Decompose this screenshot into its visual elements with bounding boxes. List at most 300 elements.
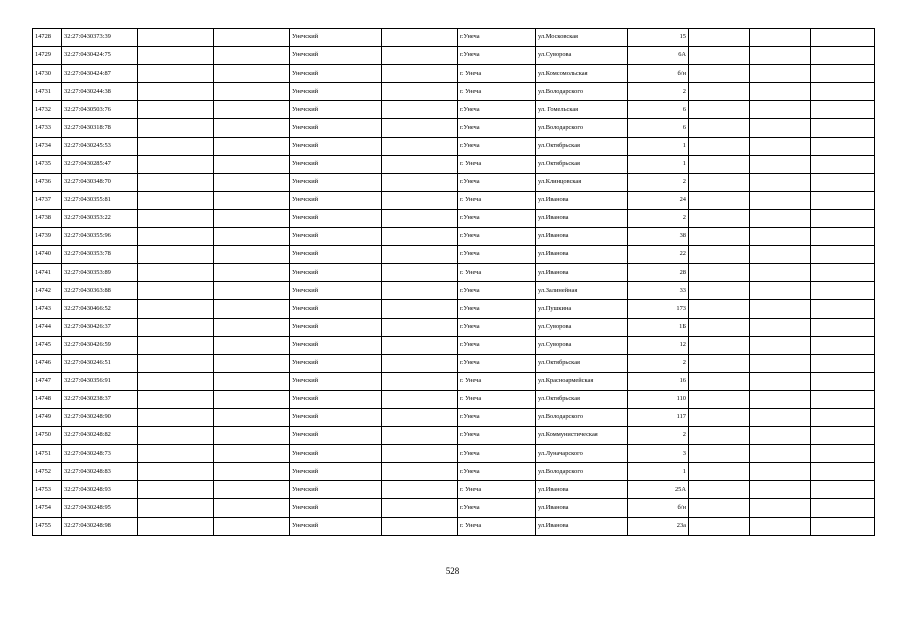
street-cell: ул.Иванова [536,228,628,246]
cadastral-number-cell: 32:27:0430244:38 [62,83,138,101]
empty-cell [214,173,290,191]
empty-cell [382,300,458,318]
empty-cell [214,499,290,517]
district-cell: Унечский [290,390,382,408]
city-cell: г.Унеча [458,354,536,372]
cadastral-number-cell: 32:27:0430355:81 [62,191,138,209]
empty-cell [811,65,875,83]
empty-cell [214,517,290,535]
city-cell: г.Унеча [458,427,536,445]
cadastral-number-cell: 32:27:0430355:96 [62,228,138,246]
empty-cell [138,101,214,119]
street-cell: ул.Суворова [536,336,628,354]
empty-cell [382,372,458,390]
city-cell: г.Унеча [458,246,536,264]
city-cell: г.Унеча [458,173,536,191]
district-cell: Унечский [290,372,382,390]
record-number-cell: 14732 [33,101,62,119]
street-cell: ул.Иванова [536,246,628,264]
empty-cell [138,445,214,463]
empty-cell [750,408,811,426]
city-cell: г.Унеча [458,336,536,354]
empty-cell [382,209,458,227]
empty-cell [138,408,214,426]
district-cell: Унечский [290,318,382,336]
registry-table [32,28,875,536]
district-cell: Унечский [290,499,382,517]
empty-cell [811,499,875,517]
district-cell: Унечский [290,119,382,137]
district-cell: Унечский [290,336,382,354]
record-number-cell: 14738 [33,209,62,227]
record-number-cell: 14752 [33,463,62,481]
empty-cell [811,408,875,426]
street-cell: ул.Иванова [536,517,628,535]
empty-cell [138,372,214,390]
cadastral-number-cell: 32:27:0430248:98 [62,517,138,535]
record-number-cell: 14737 [33,191,62,209]
house-number-cell: 3 [628,445,689,463]
district-cell: Унечский [290,517,382,535]
empty-cell [382,191,458,209]
empty-cell [750,228,811,246]
empty-cell [750,481,811,499]
house-number-cell: 2 [628,427,689,445]
empty-cell [689,101,750,119]
city-cell: г.Унеча [458,282,536,300]
cadastral-number-cell: 32:27:0430426:37 [62,318,138,336]
empty-cell [214,408,290,426]
house-number-cell: 24 [628,191,689,209]
district-cell: Унечский [290,155,382,173]
table-row [33,481,875,499]
empty-cell [214,209,290,227]
street-cell: ул.Коммунистическая [536,427,628,445]
empty-cell [214,282,290,300]
empty-cell [138,119,214,137]
empty-cell [138,246,214,264]
district-cell: Унечский [290,209,382,227]
table-row [33,390,875,408]
house-number-cell: б/н [628,499,689,517]
empty-cell [750,65,811,83]
street-cell: ул.Октябрьская [536,137,628,155]
empty-cell [750,300,811,318]
empty-cell [138,83,214,101]
empty-cell [214,372,290,390]
record-number-cell: 14739 [33,228,62,246]
table-row [33,209,875,227]
empty-cell [382,29,458,47]
empty-cell [382,354,458,372]
empty-cell [214,427,290,445]
empty-cell [750,246,811,264]
city-cell: г. Унеча [458,264,536,282]
record-number-cell: 14733 [33,119,62,137]
empty-cell [811,517,875,535]
district-cell: Унечский [290,427,382,445]
table-row [33,300,875,318]
empty-cell [214,65,290,83]
empty-cell [138,209,214,227]
empty-cell [214,29,290,47]
empty-cell [382,101,458,119]
empty-cell [214,83,290,101]
empty-cell [750,101,811,119]
table-row [33,463,875,481]
empty-cell [689,119,750,137]
empty-cell [689,372,750,390]
empty-cell [689,191,750,209]
district-cell: Унечский [290,463,382,481]
empty-cell [138,228,214,246]
cadastral-number-cell: 32:27:0430503:76 [62,101,138,119]
table-row [33,173,875,191]
table-row [33,83,875,101]
empty-cell [689,83,750,101]
district-cell: Унечский [290,282,382,300]
district-cell: Унечский [290,300,382,318]
record-number-cell: 14751 [33,445,62,463]
empty-cell [382,228,458,246]
table-row [33,47,875,65]
empty-cell [689,282,750,300]
street-cell: ул.Октябрьская [536,155,628,173]
city-cell: г.Унеча [458,29,536,47]
house-number-cell: 25А [628,481,689,499]
cadastral-number-cell: 32:27:0430373:39 [62,29,138,47]
empty-cell [214,228,290,246]
empty-cell [138,191,214,209]
house-number-cell: 38 [628,228,689,246]
record-number-cell: 14728 [33,29,62,47]
empty-cell [689,445,750,463]
street-cell: ул.Комсомольская [536,65,628,83]
empty-cell [750,137,811,155]
cadastral-number-cell: 32:27:0430466:52 [62,300,138,318]
empty-cell [138,282,214,300]
empty-cell [811,83,875,101]
registry-table-body [33,29,875,536]
empty-cell [811,155,875,173]
cadastral-number-cell: 32:27:0430424:87 [62,65,138,83]
empty-cell [689,137,750,155]
district-cell: Унечский [290,481,382,499]
street-cell: ул.Иванова [536,481,628,499]
empty-cell [689,499,750,517]
empty-cell [689,517,750,535]
city-cell: г.Унеча [458,209,536,227]
city-cell: г. Унеча [458,65,536,83]
house-number-cell: 23а [628,517,689,535]
city-cell: г.Унеча [458,300,536,318]
district-cell: Унечский [290,191,382,209]
empty-cell [138,499,214,517]
cadastral-number-cell: 32:27:0430353:89 [62,264,138,282]
street-cell: ул.Залинейная [536,282,628,300]
empty-cell [214,300,290,318]
cadastral-number-cell: 32:27:0430246:51 [62,354,138,372]
empty-cell [382,463,458,481]
empty-cell [811,336,875,354]
house-number-cell: 2 [628,354,689,372]
empty-cell [689,481,750,499]
record-number-cell: 14747 [33,372,62,390]
street-cell: ул.Суворова [536,318,628,336]
cadastral-number-cell: 32:27:0430248:82 [62,427,138,445]
house-number-cell: 15 [628,29,689,47]
empty-cell [138,427,214,445]
empty-cell [750,173,811,191]
house-number-cell: б/н [628,65,689,83]
empty-cell [750,318,811,336]
city-cell: г.Унеча [458,445,536,463]
cadastral-number-cell: 32:27:0430353:78 [62,246,138,264]
empty-cell [689,390,750,408]
street-cell: ул.Иванова [536,209,628,227]
table-row [33,191,875,209]
empty-cell [750,390,811,408]
empty-cell [689,427,750,445]
house-number-cell: 117 [628,408,689,426]
empty-cell [138,65,214,83]
table-row [33,29,875,47]
empty-cell [811,246,875,264]
empty-cell [811,318,875,336]
empty-cell [382,246,458,264]
city-cell: г. Унеча [458,191,536,209]
table-row [33,427,875,445]
city-cell: г. Унеча [458,155,536,173]
district-cell: Унечский [290,137,382,155]
record-number-cell: 14731 [33,83,62,101]
empty-cell [214,155,290,173]
empty-cell [214,481,290,499]
record-number-cell: 14741 [33,264,62,282]
record-number-cell: 14750 [33,427,62,445]
empty-cell [138,481,214,499]
table-row [33,264,875,282]
record-number-cell: 14755 [33,517,62,535]
empty-cell [214,264,290,282]
empty-cell [382,65,458,83]
empty-cell [382,481,458,499]
empty-cell [382,119,458,137]
district-cell: Унечский [290,65,382,83]
street-cell: ул.Иванова [536,264,628,282]
district-cell: Унечский [290,83,382,101]
empty-cell [214,191,290,209]
street-cell: ул.Суворова [536,47,628,65]
empty-cell [750,282,811,300]
empty-cell [138,155,214,173]
empty-cell [382,445,458,463]
city-cell: г. Унеча [458,481,536,499]
table-row [33,155,875,173]
empty-cell [214,445,290,463]
empty-cell [750,354,811,372]
empty-cell [811,47,875,65]
city-cell: г.Унеча [458,499,536,517]
empty-cell [811,137,875,155]
cadastral-number-cell: 32:27:0430356:91 [62,372,138,390]
street-cell: ул.Иванова [536,499,628,517]
empty-cell [750,372,811,390]
empty-cell [689,47,750,65]
street-cell: ул.Октябрьская [536,390,628,408]
empty-cell [382,264,458,282]
empty-cell [811,101,875,119]
table-row [33,282,875,300]
empty-cell [689,155,750,173]
cadastral-number-cell: 32:27:0430348:70 [62,173,138,191]
empty-cell [382,83,458,101]
house-number-cell: 33 [628,282,689,300]
table-row [33,246,875,264]
empty-cell [689,173,750,191]
record-number-cell: 14742 [33,282,62,300]
empty-cell [689,354,750,372]
page-number: 528 [445,566,460,576]
empty-cell [811,191,875,209]
cadastral-number-cell: 32:27:0430248:90 [62,408,138,426]
district-cell: Унечский [290,173,382,191]
district-cell: Унечский [290,408,382,426]
table-row [33,318,875,336]
cadastral-number-cell: 32:27:0430248:83 [62,463,138,481]
table-row [33,499,875,517]
street-cell: ул.Володарского [536,463,628,481]
table-row [33,372,875,390]
table-row [33,445,875,463]
empty-cell [811,264,875,282]
empty-cell [689,336,750,354]
empty-cell [811,390,875,408]
empty-cell [750,517,811,535]
district-cell: Унечский [290,101,382,119]
empty-cell [750,209,811,227]
table-row [33,228,875,246]
record-number-cell: 14734 [33,137,62,155]
table-row [33,119,875,137]
empty-cell [750,191,811,209]
empty-cell [811,29,875,47]
empty-cell [138,390,214,408]
street-cell: ул.Володарского [536,119,628,137]
city-cell: г.Унеча [458,463,536,481]
house-number-cell: 6А [628,47,689,65]
street-cell: ул.Луначарского [536,445,628,463]
empty-cell [138,29,214,47]
record-number-cell: 14746 [33,354,62,372]
empty-cell [382,282,458,300]
empty-cell [750,463,811,481]
cadastral-number-cell: 32:27:0430248:93 [62,481,138,499]
house-number-cell: 1 [628,155,689,173]
empty-cell [138,47,214,65]
empty-cell [811,427,875,445]
cadastral-number-cell: 32:27:0430285:47 [62,155,138,173]
empty-cell [138,336,214,354]
empty-cell [382,427,458,445]
empty-cell [382,390,458,408]
empty-cell [811,300,875,318]
street-cell: ул.Пушкина [536,300,628,318]
empty-cell [750,427,811,445]
empty-cell [382,47,458,65]
empty-cell [811,119,875,137]
record-number-cell: 14748 [33,390,62,408]
empty-cell [689,246,750,264]
empty-cell [382,155,458,173]
empty-cell [750,264,811,282]
empty-cell [811,445,875,463]
record-number-cell: 14740 [33,246,62,264]
empty-cell [750,445,811,463]
street-cell: ул.Красноармейская [536,372,628,390]
house-number-cell: 1Б [628,318,689,336]
empty-cell [138,300,214,318]
house-number-cell: 22 [628,246,689,264]
cadastral-number-cell: 32:27:0430363:88 [62,282,138,300]
street-cell: ул.Октябрьская [536,354,628,372]
district-cell: Унечский [290,445,382,463]
cadastral-number-cell: 32:27:0430353:22 [62,209,138,227]
empty-cell [214,101,290,119]
district-cell: Унечский [290,47,382,65]
record-number-cell: 14736 [33,173,62,191]
cadastral-number-cell: 32:27:0430248:73 [62,445,138,463]
cadastral-number-cell: 32:27:0430245:53 [62,137,138,155]
cadastral-number-cell: 32:27:0430426:59 [62,336,138,354]
table-row [33,65,875,83]
street-cell: ул. Гомельская [536,101,628,119]
empty-cell [382,318,458,336]
empty-cell [811,354,875,372]
record-number-cell: 14754 [33,499,62,517]
cadastral-number-cell: 32:27:0430248:95 [62,499,138,517]
house-number-cell: 110 [628,390,689,408]
empty-cell [214,336,290,354]
empty-cell [811,463,875,481]
cadastral-number-cell: 32:27:0430318:78 [62,119,138,137]
table-row [33,336,875,354]
empty-cell [214,318,290,336]
cadastral-number-cell: 32:27:0430424:75 [62,47,138,65]
empty-cell [382,336,458,354]
street-cell: ул.Володарского [536,408,628,426]
empty-cell [138,517,214,535]
empty-cell [811,372,875,390]
record-number-cell: 14749 [33,408,62,426]
table-row [33,101,875,119]
empty-cell [214,390,290,408]
city-cell: г.Унеча [458,119,536,137]
house-number-cell: 16 [628,372,689,390]
city-cell: г.Унеча [458,101,536,119]
empty-cell [138,137,214,155]
city-cell: г.Унеча [458,228,536,246]
empty-cell [689,228,750,246]
record-number-cell: 14745 [33,336,62,354]
record-number-cell: 14729 [33,47,62,65]
empty-cell [689,463,750,481]
district-cell: Унечский [290,29,382,47]
empty-cell [382,517,458,535]
empty-cell [689,209,750,227]
house-number-cell: 173 [628,300,689,318]
house-number-cell: 1 [628,137,689,155]
